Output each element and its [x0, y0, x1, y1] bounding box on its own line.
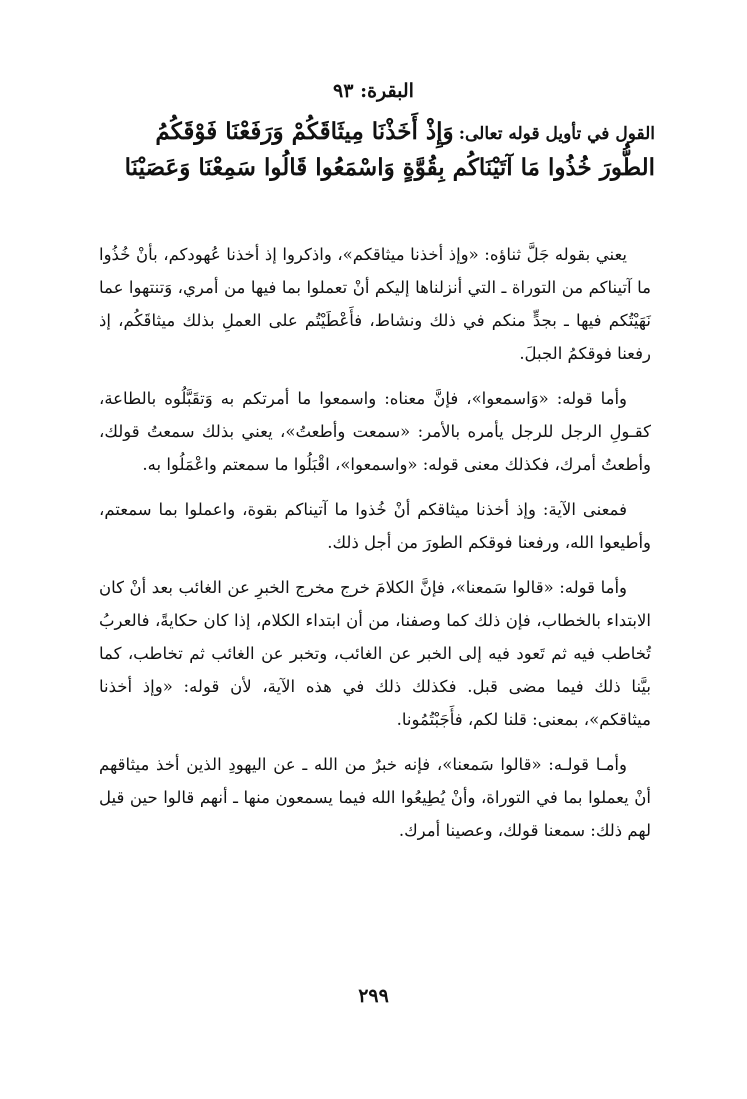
paragraph: وأما قوله: «قالوا سَمعنا»، فإنَّ الكلامَ خرج مخرج الخبرِ عن الغائب بعد أنْ كان الابتداء بالخطاب، فإن ذلك كما وصفنا، من أن ابتداء الكلام، إذا كان حكايةً، فالعربُ تُخاطب فيه ثم تَعود فيه إلى الخبر عن الغائب، وتخبر عن الغائب ثم تخاطب، كما بيَّنا ذلك فيما مضى قبل. فكذلك ذلك في هذه الآية، لأن قوله: «وإذ أخذنا ميثاقكم»، بمعنى: قلنا لكم، فأَجَبْتُمُونا.: [99, 578, 651, 729]
paragraph: وأما قوله: «وَاسمعوا»، فإنَّ معناه: واسمعوا ما أمرتكم به وَتقَبَّلُوه بالطاعة، كقـولِ الرجل للرجل يأمره بالأمر: «سمعت وأطعتُ»، يعني بذلك سمعتُ قولك، وأطعتُ أمرك، فكذلك معنى قوله: «واسمعوا»، اقْبَلُوا ما سمعتم واعْمَلُوا به.: [99, 389, 651, 474]
verse-line-1: وَإِذْ أَخَذْنَا مِيثَاقَكُمْ وَرَفَعْنَا فَوْقَكُمُ: [155, 118, 454, 145]
commentary-body: [99, 238, 651, 859]
paragraph: وأمـا قولـه: «قالوا سَمعنا»، فإنه خبرٌ من الله ـ عن اليهودِ الذين أخذ ميثاقهم أنْ يعملوا بما في التوراة، وأنْ يُطِيعُوا الله فيما يسمعون منها ـ أنهم قالوا حين قيل لهم ذلك: سمعنا قولك، وعصينا أمرك.: [99, 755, 651, 840]
paragraph: فمعنى الآية: وإذ أخذنا ميثاقكم أنْ خُذوا ما آتيناكم بقوة، واعملوا بما سمعتم، وأطيعوا الله، ورفعنا فوقكم الطورَ من أجل ذلك.: [99, 500, 651, 552]
paragraph: يعني بقوله جَلَّ ثناؤه: «وإذ أخذنا ميثاقكم»، واذكروا إذ أخذنا عُهودكم، بأنْ خُذُوا ما آتيناكم من التوراة ـ التي أنزلناها إليكم أنْ تعملوا بما فيها من أمري، وَتنتهوا عما نَهَيْتُكم فيها ـ بجدٍّ منكم في ذلك ونشاط، فأَعْطَيْتُم على العملِ بذلك ميثاقَكُم، إذ رفعنا فوقكمُ الجبلَ.: [99, 245, 651, 363]
page-number: ٢٩٩: [358, 985, 389, 1007]
commentary-heading: [75, 116, 655, 184]
page-header-surah-verse: البقرة: ٩٣: [333, 80, 414, 102]
verse-line-2: الطُّورَ خُذُوا مَا آتَيْنَاكُم بِقُوَّةٍ وَاسْمَعُوا قَالُوا سَمِعْنَا وَعَصَيْنَا: [124, 154, 655, 182]
heading-lead-text: القول في تأويل قوله تعالى:: [458, 124, 655, 144]
